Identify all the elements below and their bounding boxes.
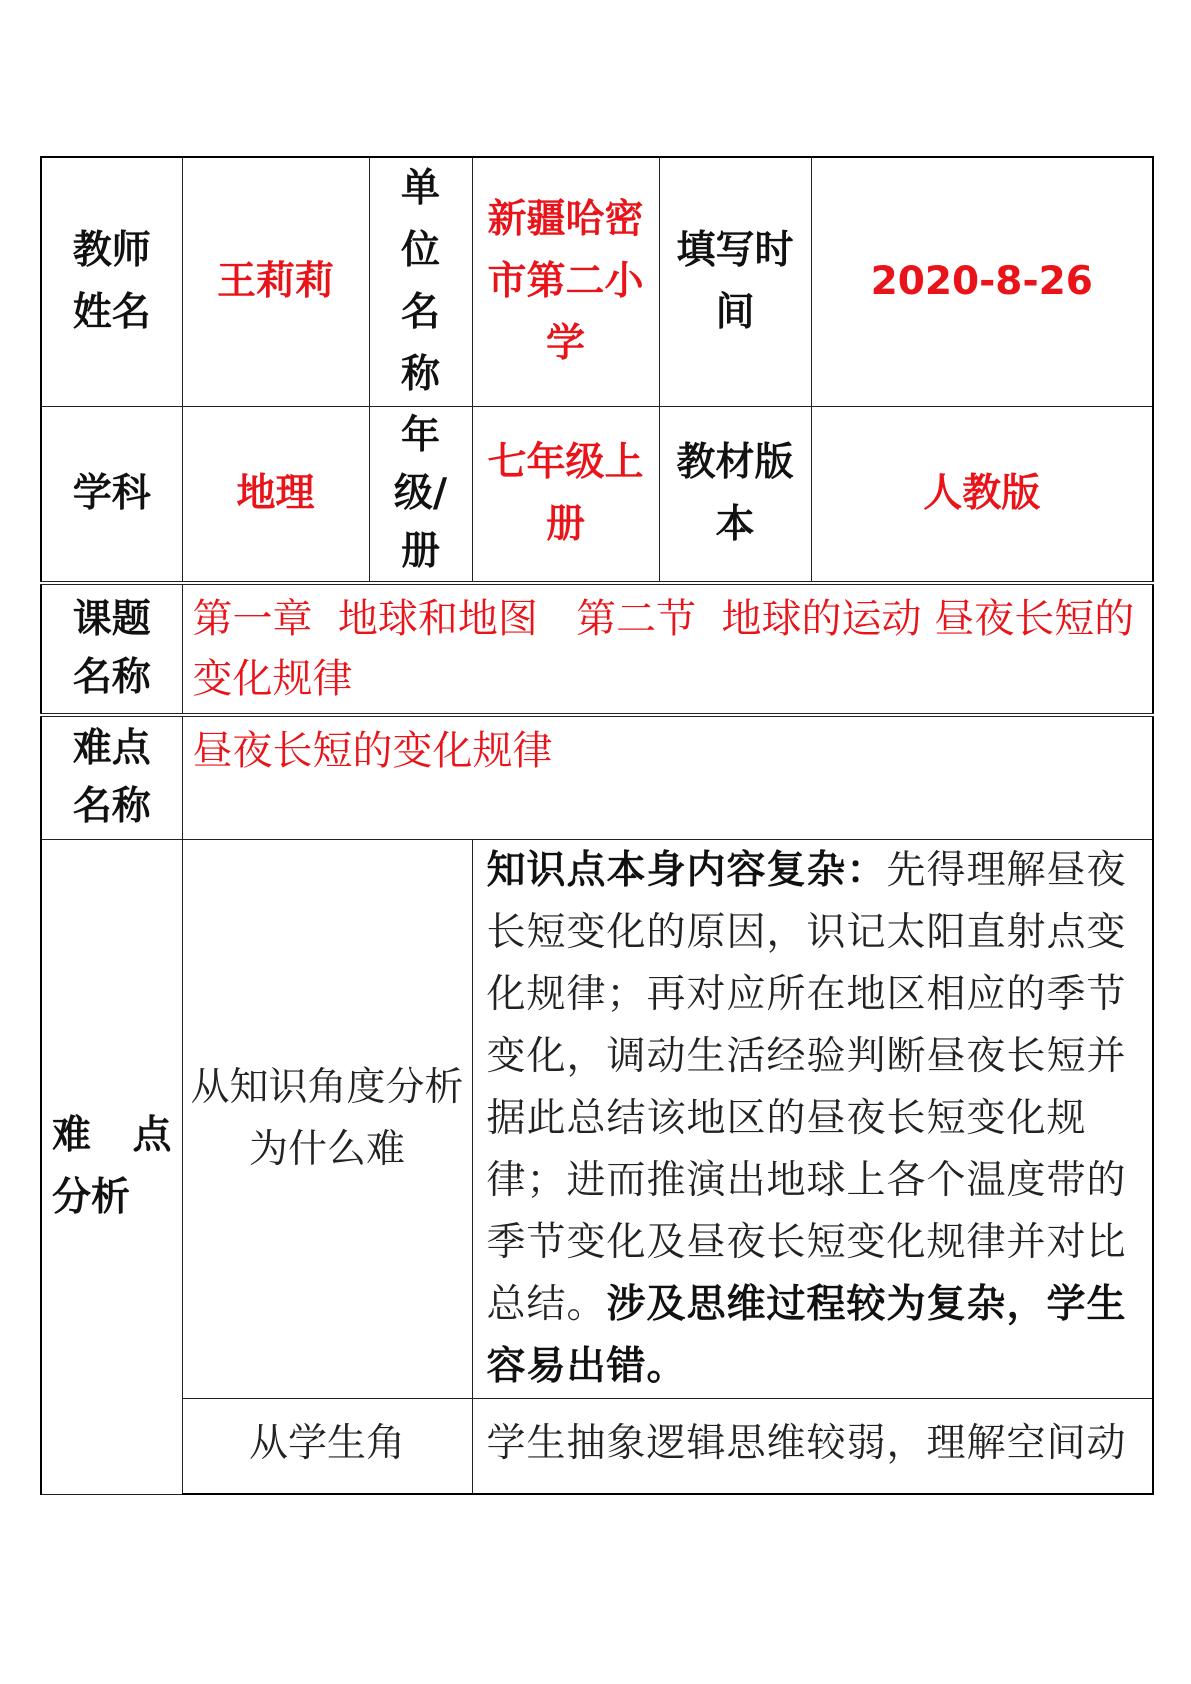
knowledge-question-cell [182,839,472,1398]
row-difficulty [41,715,1153,839]
row-teacher [41,157,1153,407]
topic-label: 课题名称 [72,597,151,700]
fill-date-cell [811,157,1153,407]
topic-cell [182,583,1153,715]
row-analysis-student [41,1398,1153,1494]
analysis-label-cell [41,839,182,1494]
student-answer: 学生抽象逻辑思维较弱，理解空间动 [486,1420,1127,1466]
knowledge-bold-tail: 涉及思维过程较为复杂，学生容易出错。 [486,1281,1127,1389]
unit-name-label-cell [369,157,472,407]
knowledge-answer-cell [472,839,1153,1398]
subject-label-cell [41,407,182,584]
difficulty-cell [182,715,1153,839]
row-topic [41,583,1153,715]
subject-cell [182,407,369,584]
subject-label: 学科 [72,471,151,516]
student-answer-cell [472,1398,1153,1494]
lesson-info-table [40,156,1154,1495]
teacher-name-label: 教师姓名 [72,228,151,335]
difficulty-label: 难点名称 [72,725,151,829]
teacher-name-cell [182,157,369,407]
fill-date-label-cell [659,157,811,407]
difficulty-label-cell [41,715,182,839]
fill-date-label: 填写时间 [676,228,794,335]
teacher-name-value: 王莉莉 [216,259,334,304]
edition-label-cell [659,407,811,584]
fill-date-value: 2020-8-26 [870,259,1093,304]
unit-name-label: 单位名称 [401,166,441,397]
grade-label-cell [369,407,472,584]
edition-cell [811,407,1153,584]
unit-name-cell [472,157,659,407]
knowledge-bold-lead: 知识点本身内容复杂： [486,847,887,893]
student-question-cell [182,1398,472,1494]
edition-value: 人教版 [923,471,1041,516]
difficulty-value: 昼夜长短的变化规律 [192,728,553,774]
student-question: 从学生角 [248,1420,405,1466]
knowledge-question: 从知识角度分析为什么难 [190,1064,464,1172]
row-subject [41,407,1153,584]
topic-value: 第一章 地球和地图 第二节 地球的运动 昼夜长短的变化规律 [192,596,1135,702]
knowledge-answer [473,840,1153,1398]
row-analysis-knowledge [41,839,1153,1398]
topic-label-cell [41,583,182,715]
analysis-label-line1: 难 点 [52,1112,172,1158]
grade-cell [472,407,659,584]
grade-value: 七年级上册 [487,440,644,547]
subject-value: 地理 [236,471,315,516]
grade-label: 年级/册 [393,413,448,574]
analysis-label-line2: 分析 [52,1174,131,1220]
unit-name-value: 新疆哈密市第二小学 [487,197,644,366]
edition-label: 教材版本 [676,440,794,547]
knowledge-text: 先得理解昼夜长短变化的原因，识记太阳直射点变化规律；再对应所在地区相应的季节变化，调动生活经验判断昼夜长短并据此总结该地区的昼夜长短变化规律；进而推演出地球上各个温度带的季节变化及昼夜长短变化规律并对比总结。 [486,847,1127,1327]
teacher-name-label-cell [41,157,182,407]
